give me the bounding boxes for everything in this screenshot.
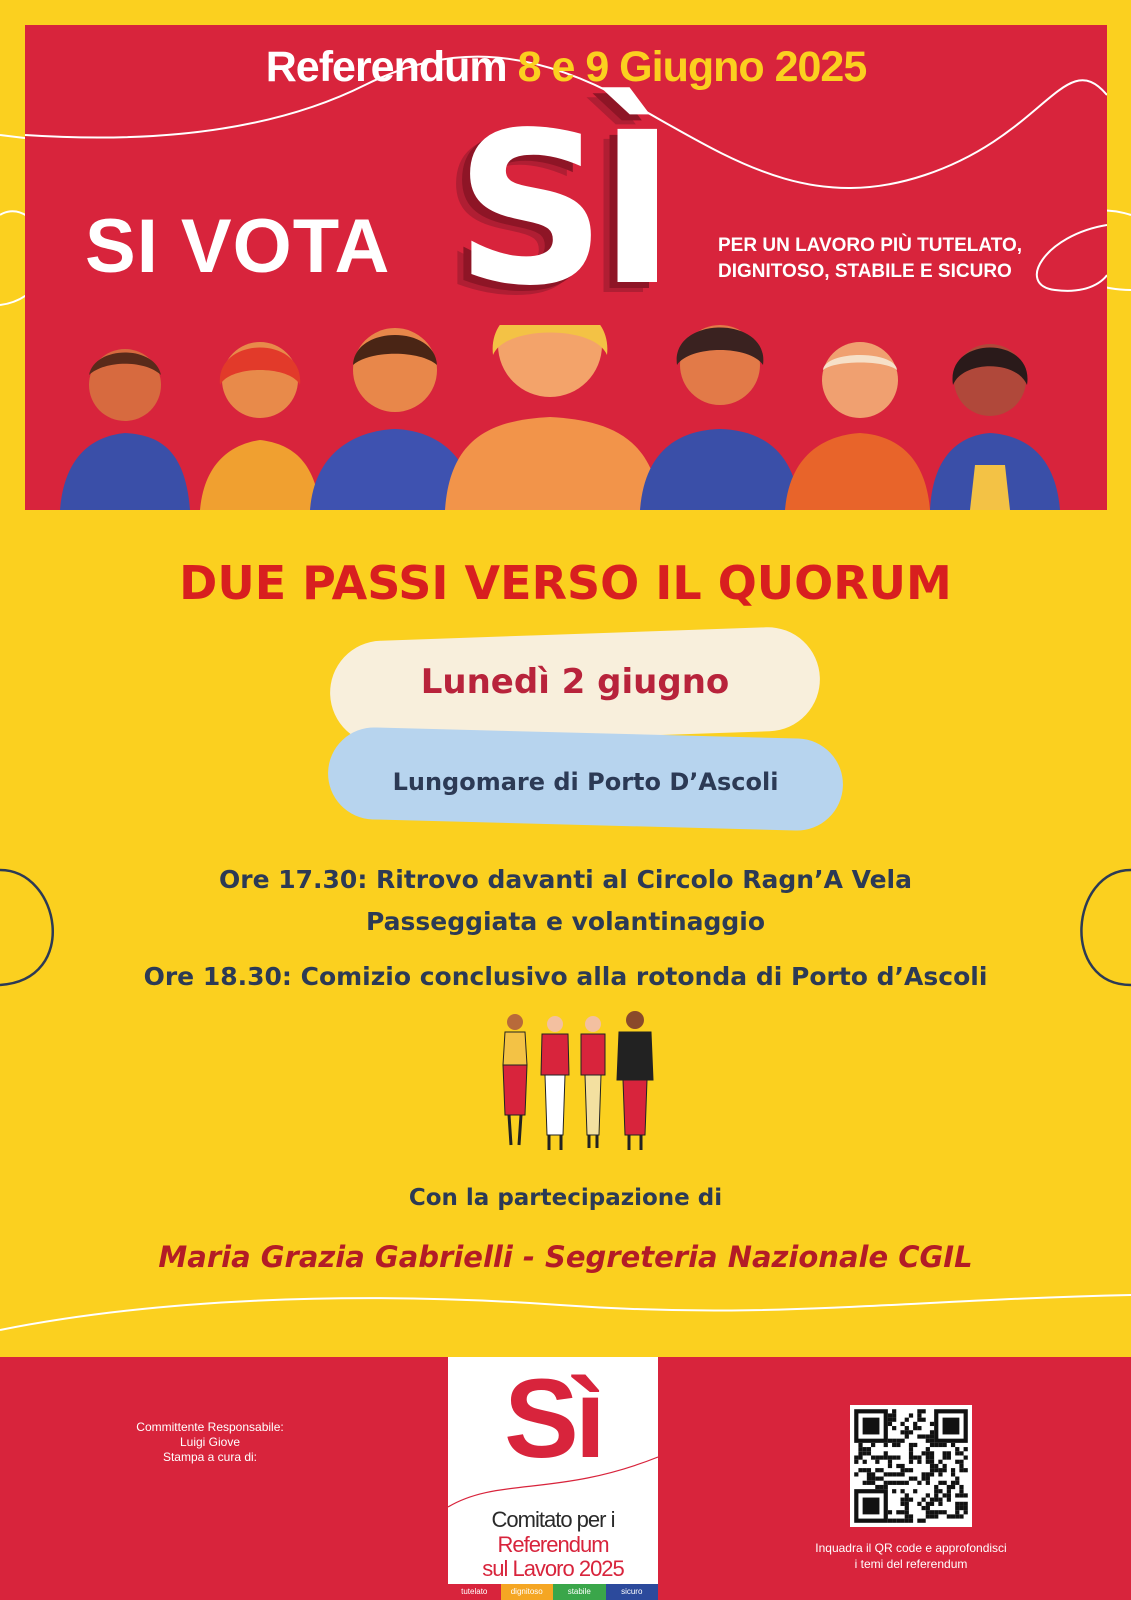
walker-1 [503,1014,527,1145]
person-1 [60,349,190,510]
headline-quorum: DUE PASSI VERSO IL QUORUM [179,556,952,610]
person-4 [445,325,660,510]
walker-3 [581,1016,605,1148]
walking-people-illustration [485,1010,685,1160]
referendum-word: Referendum [265,43,507,91]
participation-intro: Con la partecipazione di [408,1185,723,1211]
walker-2 [541,1016,569,1150]
logo-line-1: Comitato per i [491,1507,615,1532]
big-si-text: SÌ [455,87,669,332]
logo-si-text: Sì [504,1356,602,1481]
schedule-line-1: Ore 17.30: Ritrovo davanti al Circolo Ragn’A Vela [219,865,912,894]
logo-line-2: Referendum [497,1532,609,1557]
people-photo [25,325,1107,510]
logo-bar-sicuro: sicuro [606,1584,659,1600]
tagline-line-1: PER UN LAVORO PIÙ TUTELATO, [718,235,1023,256]
qr-caption-line-1: Inquadra il QR code e approfondisci [815,1541,1007,1555]
schedule-line-2: Passeggiata e volantinaggio [365,907,766,936]
logo-bar-stabile: stabile [553,1584,606,1600]
referendum-title [25,43,1107,92]
person-2 [200,342,320,510]
banner-tagline [718,233,1078,285]
committente-info [115,1420,305,1465]
person-7 [930,344,1060,510]
event-date: Lunedì 2 giugno [420,662,730,702]
person-5 [640,325,800,510]
logo-color-bars [448,1584,658,1600]
logo-bar-dignitoso: dignitoso [501,1584,554,1600]
person-6 [785,342,930,510]
committente-line-3: Stampa a cura di: [162,1450,258,1464]
referendum-dates: 8 e 9 Giugno 2025 [517,43,867,91]
event-place: Lungomare di Porto D’Ascoli [392,768,779,796]
speaker-name: Maria Grazia Gabrielli - Segreteria Nazionale CGIL [158,1240,973,1274]
qr-caption [775,1540,1047,1572]
si-vota-text: SI VOTA [85,204,391,289]
qr-code[interactable] [850,1405,972,1527]
committente-line-2: Luigi Giove [179,1435,241,1449]
qr-caption-line-2: i temi del referendum [854,1557,968,1571]
walker-4 [617,1011,653,1150]
logo-bar-tutelato: tutelato [448,1584,501,1600]
logo-line-3: sul Lavoro 2025 [482,1556,624,1581]
tagline-line-2: DIGNITOSO, STABILE E SICURO [718,261,1012,282]
schedule-line-3: Ore 18.30: Comizio conclusivo alla rotonda di Porto d’Ascoli [143,962,988,991]
committente-line-1: Committente Responsabile: [136,1420,284,1434]
header-banner [25,25,1107,510]
comitato-logo [448,1357,658,1600]
